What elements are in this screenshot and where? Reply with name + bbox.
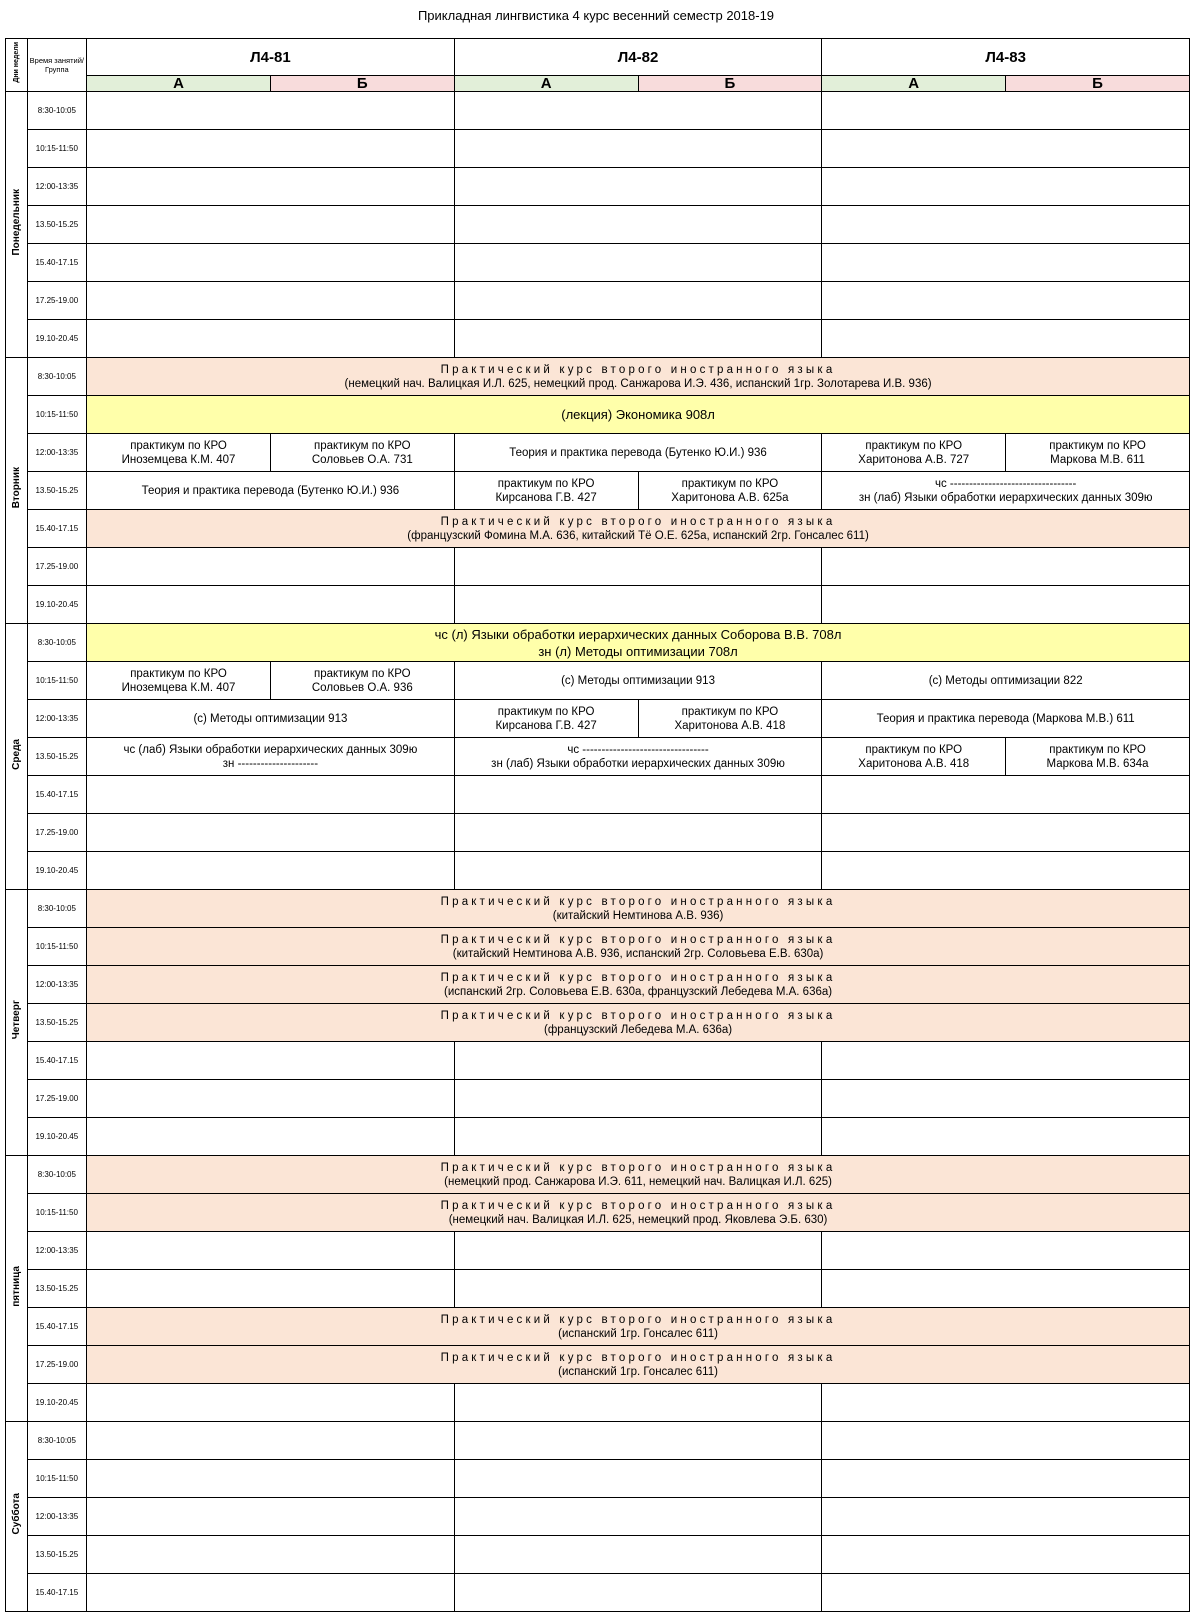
time-slot: 12:00-13:35	[27, 1232, 87, 1270]
schedule-cell	[454, 1270, 822, 1308]
schedule-cell: практикум по КРО Иноземцева К.М. 407	[87, 434, 271, 472]
subgroup-a: А	[87, 76, 271, 92]
time-slot: 19.10-20.45	[27, 586, 87, 624]
schedule-cell	[87, 1270, 455, 1308]
time-slot: 15.40-17.15	[27, 1308, 87, 1346]
language-course-cell: Практический курс второго иностранного языка (испанский 1гр. Гонсалес 611)	[87, 1346, 1190, 1384]
schedule-cell: практикум по КРО Соловьев О.А. 936	[270, 662, 454, 700]
schedule-cell	[87, 206, 455, 244]
day-wednesday: Среда	[6, 624, 28, 890]
time-slot: 17.25-19.00	[27, 1346, 87, 1384]
lecture-cell: чс (л) Языки обработки иерархических данных Соборова В.В. 708л зн (л) Методы оптимизации 708л	[87, 624, 1190, 662]
schedule-cell	[454, 1232, 822, 1270]
schedule-cell: Теория и практика перевода (Маркова М.В.) 611	[822, 700, 1190, 738]
schedule-cell	[87, 244, 455, 282]
schedule-cell	[87, 1422, 455, 1460]
time-slot: 12:00-13:35	[27, 700, 87, 738]
page-title: Прикладная лингвистика 4 курс весенний семестр 2018-19	[417, 8, 775, 23]
language-course-cell: Практический курс второго иностранного языка (немецкий прод. Санжарова И.Э. 611, немецкий нач. Валицкая И.Л. 625)	[87, 1156, 1190, 1194]
language-course-cell: Практический курс второго иностранного языка (немецкий нач. Валицкая И.Л. 625, немецкий прод. Яковлева Э.Б. 630)	[87, 1194, 1190, 1232]
time-slot: 8:30-10:05	[27, 1156, 87, 1194]
schedule-cell: практикум по КРО Харитонова А.В. 727	[822, 434, 1006, 472]
schedule-cell	[454, 92, 822, 130]
language-course-cell: Практический курс второго иностранного языка (китайский Немтинова А.В. 936)	[87, 890, 1190, 928]
schedule-cell: практикум по КРО Харитонова А.В. 418	[822, 738, 1006, 776]
group-header-l4-83: Л4-83	[822, 39, 1190, 76]
schedule-cell: чс --------------------------------- зн (лаб) Языки обработки иерархических данных 309ю	[822, 472, 1190, 510]
schedule-cell: практикум по КРО Харитонова А.В. 418	[638, 700, 822, 738]
schedule-cell	[454, 1460, 822, 1498]
schedule-cell	[822, 1042, 1190, 1080]
schedule-cell: чс (лаб) Языки обработки иерархических данных 309ю зн ---------------------	[87, 738, 455, 776]
time-slot: 13.50-15.25	[27, 206, 87, 244]
schedule-cell	[822, 1574, 1190, 1612]
schedule-cell	[454, 1422, 822, 1460]
time-slot: 12:00-13:35	[27, 168, 87, 206]
schedule-cell: Теория и практика перевода (Бутенко Ю.И.) 936	[87, 472, 455, 510]
schedule-cell	[87, 168, 455, 206]
schedule-cell	[454, 168, 822, 206]
schedule-cell: практикум по КРО Кирсанова Г.В. 427	[454, 700, 638, 738]
time-slot: 19.10-20.45	[27, 320, 87, 358]
schedule-cell	[822, 282, 1190, 320]
time-slot: 13.50-15.25	[27, 1536, 87, 1574]
schedule-cell	[87, 1080, 455, 1118]
lecture-cell: (лекция) Экономика 908л	[87, 396, 1190, 434]
day-friday: пятница	[6, 1156, 28, 1422]
time-slot: 8:30-10:05	[27, 890, 87, 928]
schedule-cell	[454, 244, 822, 282]
time-slot: 19.10-20.45	[27, 852, 87, 890]
schedule-cell	[87, 1118, 455, 1156]
time-slot: 17.25-19.00	[27, 282, 87, 320]
schedule-cell	[454, 130, 822, 168]
schedule-cell	[822, 586, 1190, 624]
time-slot: 8:30-10:05	[27, 358, 87, 396]
time-slot: 10:15-11:50	[27, 662, 87, 700]
schedule-cell: Теория и практика перевода (Бутенко Ю.И.) 936	[454, 434, 822, 472]
schedule-cell	[822, 852, 1190, 890]
time-slot: 10:15-11:50	[27, 130, 87, 168]
schedule-cell	[87, 586, 455, 624]
schedule-cell	[822, 206, 1190, 244]
schedule-cell	[454, 282, 822, 320]
schedule-cell: (с) Методы оптимизации 822	[822, 662, 1190, 700]
schedule-cell	[822, 814, 1190, 852]
day-thursday: Четверг	[6, 890, 28, 1156]
time-slot: 12:00-13:35	[27, 1498, 87, 1536]
schedule-cell	[454, 1498, 822, 1536]
schedule-cell: практикум по КРО Маркова М.В. 634а	[1006, 738, 1190, 776]
schedule-cell	[822, 1384, 1190, 1422]
time-slot: 17.25-19.00	[27, 1080, 87, 1118]
schedule-cell	[87, 776, 455, 814]
schedule-cell: практикум по КРО Соловьев О.А. 731	[270, 434, 454, 472]
schedule-cell	[822, 1422, 1190, 1460]
time-slot: 15.40-17.15	[27, 1574, 87, 1612]
schedule-cell	[822, 130, 1190, 168]
schedule-cell	[822, 320, 1190, 358]
time-slot: 17.25-19.00	[27, 814, 87, 852]
schedule-cell: практикум по КРО Маркова М.В. 611	[1006, 434, 1190, 472]
schedule-cell	[822, 1118, 1190, 1156]
schedule-cell	[454, 586, 822, 624]
schedule-cell	[822, 1270, 1190, 1308]
schedule-cell	[87, 814, 455, 852]
schedule-cell	[822, 1498, 1190, 1536]
subgroup-b: Б	[638, 76, 822, 92]
time-header: Время занятий/ Группа	[27, 39, 87, 92]
schedule-cell	[87, 282, 455, 320]
schedule-cell	[87, 1536, 455, 1574]
schedule-cell	[87, 1232, 455, 1270]
schedule-cell	[822, 1536, 1190, 1574]
subgroup-b: Б	[1006, 76, 1190, 92]
time-slot: 15.40-17.15	[27, 244, 87, 282]
day-monday: Понедельник	[6, 92, 28, 358]
time-slot: 13.50-15.25	[27, 738, 87, 776]
schedule-cell	[87, 1384, 455, 1422]
language-course-cell: Практический курс второго иностранного языка (немецкий нач. Валицкая И.Л. 625, немецкий прод. Санжарова И.Э. 436, испанский 1гр. Золотарева И.В. 936)	[87, 358, 1190, 396]
time-slot: 8:30-10:05	[27, 624, 87, 662]
schedule-cell	[822, 548, 1190, 586]
schedule-cell	[454, 1574, 822, 1612]
group-header-l4-81: Л4-81	[87, 39, 455, 76]
days-header: Дни недели	[6, 39, 28, 92]
time-slot: 12:00-13:35	[27, 966, 87, 1004]
schedule-cell	[822, 168, 1190, 206]
time-slot: 17.25-19.00	[27, 548, 87, 586]
schedule-cell	[454, 320, 822, 358]
language-course-cell: Практический курс второго иностранного языка (французский Фомина М.А. 636, китайский Тё О.Е. 625а, испанский 2гр. Гонсалес 611)	[87, 510, 1190, 548]
subgroup-a: А	[454, 76, 638, 92]
time-slot: 15.40-17.15	[27, 1042, 87, 1080]
time-slot: 13.50-15.25	[27, 1270, 87, 1308]
time-slot: 10:15-11:50	[27, 396, 87, 434]
day-saturday: Суббота	[6, 1422, 28, 1612]
time-slot: 8:30-10:05	[27, 92, 87, 130]
schedule-cell	[87, 1498, 455, 1536]
time-slot: 19.10-20.45	[27, 1384, 87, 1422]
schedule-cell	[454, 776, 822, 814]
schedule-cell	[87, 1042, 455, 1080]
subgroup-a: А	[822, 76, 1006, 92]
language-course-cell: Практический курс второго иностранного языка (испанский 1гр. Гонсалес 611)	[87, 1308, 1190, 1346]
schedule-cell	[822, 244, 1190, 282]
schedule-cell: практикум по КРО Кирсанова Г.В. 427	[454, 472, 638, 510]
schedule-cell	[454, 1384, 822, 1422]
time-slot: 15.40-17.15	[27, 776, 87, 814]
day-tuesday: Вторник	[6, 358, 28, 624]
schedule-cell	[454, 1042, 822, 1080]
schedule-cell	[822, 776, 1190, 814]
time-slot: 13.50-15.25	[27, 472, 87, 510]
schedule-cell	[87, 92, 455, 130]
schedule-cell: чс --------------------------------- зн (лаб) Языки обработки иерархических данных 309ю	[454, 738, 822, 776]
schedule-cell	[454, 814, 822, 852]
schedule-cell	[822, 1080, 1190, 1118]
language-course-cell: Практический курс второго иностранного языка (французский Лебедева М.А. 636а)	[87, 1004, 1190, 1042]
time-slot: 15.40-17.15	[27, 510, 87, 548]
time-slot: 13.50-15.25	[27, 1004, 87, 1042]
language-course-cell: Практический курс второго иностранного языка (испанский 2гр. Соловьева Е.В. 630а, французский Лебедева М.А. 636а)	[87, 966, 1190, 1004]
time-slot: 10:15-11:50	[27, 1194, 87, 1232]
schedule-cell	[822, 92, 1190, 130]
schedule-cell	[87, 1460, 455, 1498]
time-slot: 10:15-11:50	[27, 928, 87, 966]
schedule-cell	[822, 1232, 1190, 1270]
schedule-cell	[454, 548, 822, 586]
schedule-cell	[454, 1118, 822, 1156]
schedule-cell	[454, 206, 822, 244]
schedule-cell	[454, 852, 822, 890]
schedule-cell	[87, 548, 455, 586]
language-course-cell: Практический курс второго иностранного языка (китайский Немтинова А.В. 936, испанский 2гр. Соловьева Е.В. 630а)	[87, 928, 1190, 966]
schedule-table	[5, 38, 1190, 1612]
schedule-cell: (с) Методы оптимизации 913	[454, 662, 822, 700]
subgroup-b: Б	[270, 76, 454, 92]
schedule-cell	[87, 320, 455, 358]
schedule-cell	[87, 1574, 455, 1612]
schedule-cell	[822, 1460, 1190, 1498]
time-slot: 12:00-13:35	[27, 434, 87, 472]
time-slot: 8:30-10:05	[27, 1422, 87, 1460]
schedule-cell	[87, 130, 455, 168]
schedule-cell	[454, 1536, 822, 1574]
group-header-l4-82: Л4-82	[454, 39, 822, 76]
schedule-cell: (с) Методы оптимизации 913	[87, 700, 455, 738]
schedule-cell: практикум по КРО Иноземцева К.М. 407	[87, 662, 271, 700]
time-slot: 19.10-20.45	[27, 1118, 87, 1156]
time-slot: 10:15-11:50	[27, 1460, 87, 1498]
schedule-cell	[454, 1080, 822, 1118]
schedule-cell: практикум по КРО Харитонова А.В. 625а	[638, 472, 822, 510]
schedule-cell	[87, 852, 455, 890]
